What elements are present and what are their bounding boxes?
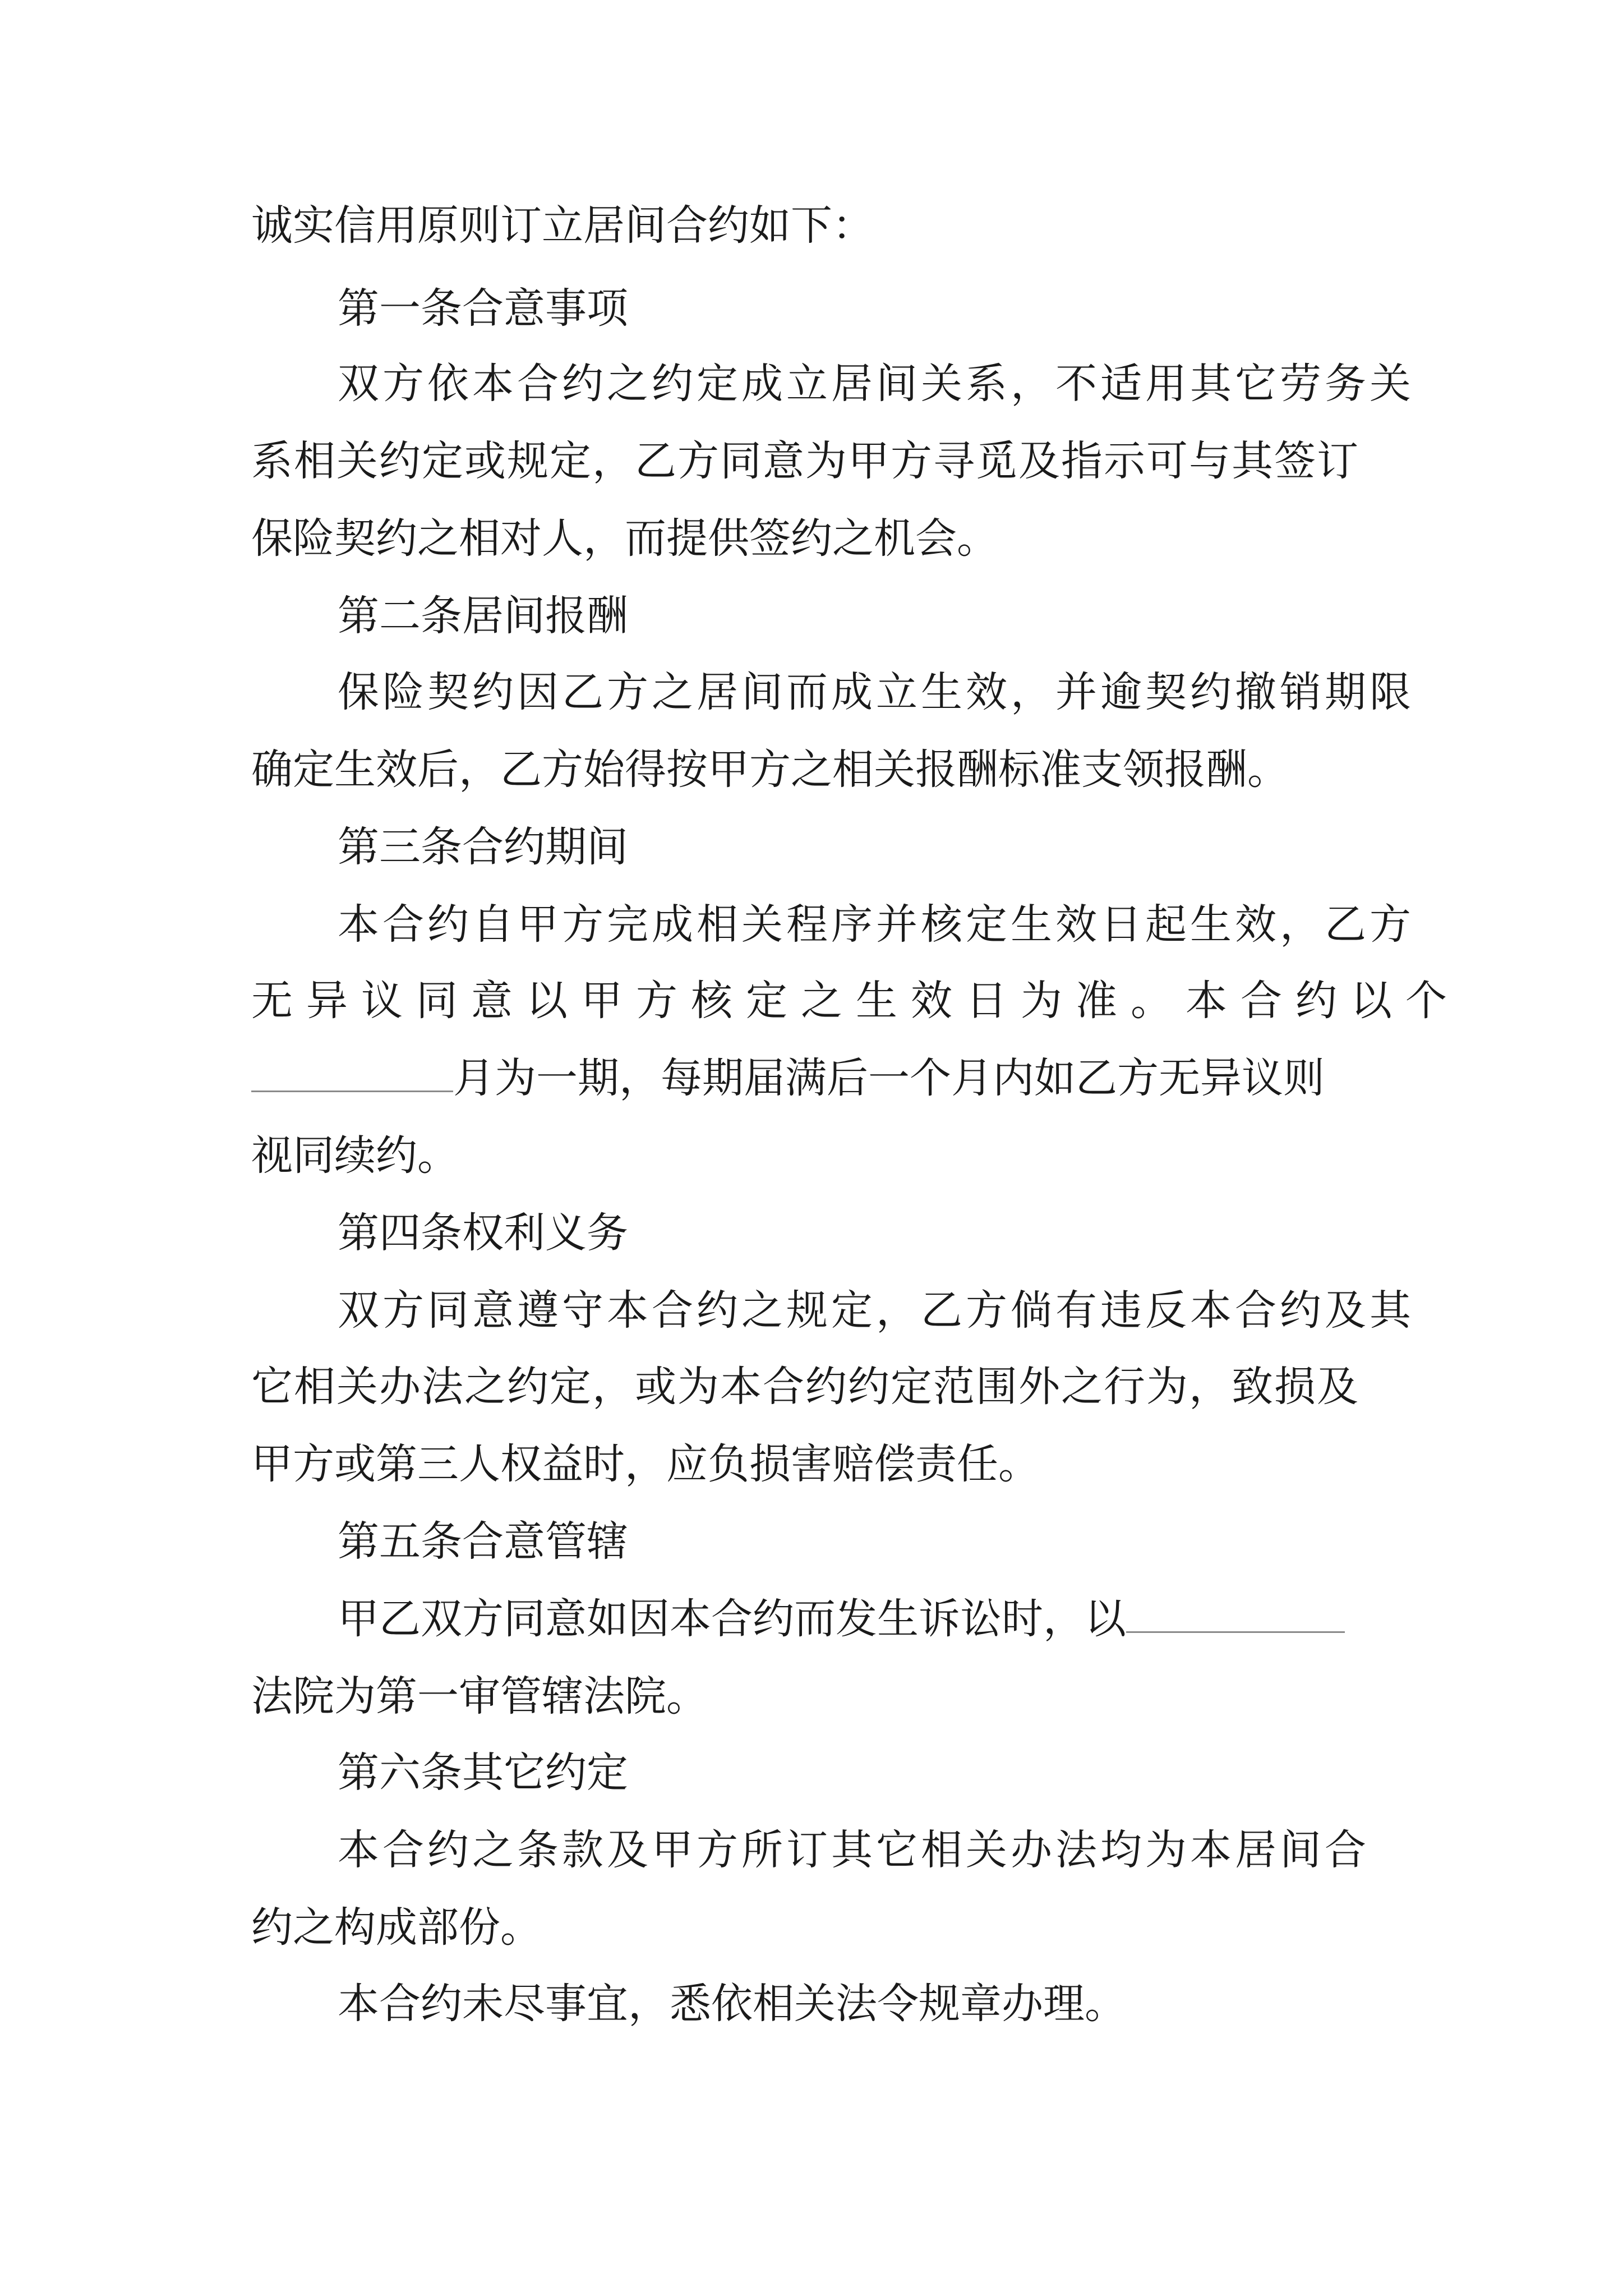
- article5-heading: 第五条合意管辖: [338, 1517, 628, 1566]
- article5-line1-text: 甲乙双方同意如因本合约而发生诉讼时，以: [338, 1595, 1126, 1643]
- fill-in-blank-months[interactable]: [251, 1053, 453, 1092]
- closing-line: 本合约未尽事宜，悉依相关法令规章办理。: [338, 1980, 1126, 2028]
- article4-line3: 甲方或第三人权益时，应负损害赔偿责任。: [251, 1440, 1040, 1488]
- article3-line2: 无异议同意以甲方核定之生效日为准。本合约以个: [251, 977, 1460, 1025]
- article1-heading: 第一条合意事项: [338, 284, 628, 333]
- article4-line1: 双方同意遵守本合约之规定，乙方倘有违反本合约及其: [338, 1286, 1414, 1335]
- article4-line2: 它相关办法之约定，或为本合约约定范围外之行为，致损及: [251, 1363, 1359, 1411]
- article1-line1: 双方依本合约之约定成立居间关系，不适用其它劳务关: [338, 360, 1414, 408]
- article6-line1: 本合约之条款及甲方所订其它相关办法均为本居间合: [338, 1826, 1370, 1874]
- article5-line2: 法院为第一审管辖法院。: [251, 1672, 708, 1720]
- article4-heading: 第四条权利义务: [338, 1209, 628, 1257]
- article1-line2: 系相关约定或规定，乙方同意为甲方寻觅及指示可与其签订: [251, 437, 1359, 485]
- article5-line1: [338, 1591, 1345, 1647]
- article3-line4: 视同续约。: [251, 1131, 459, 1180]
- article3-line1: 本合约自甲方完成相关程序并核定生效日起生效，乙方: [338, 900, 1414, 949]
- article2-heading: 第二条居间报酬: [338, 592, 628, 640]
- fill-in-blank-court[interactable]: [1126, 1594, 1345, 1633]
- article6-line2: 约之构成部份。: [251, 1903, 542, 1952]
- article3-line3-text: 月为一期，每期届满后一个月内如乙方无异议则: [453, 1054, 1325, 1102]
- article1-line3: 保险契约之相对人，而提供签约之机会。: [251, 514, 998, 563]
- article2-line1: 保险契约因乙方之居间而成立生效，并逾契约撤销期限: [338, 668, 1414, 716]
- article3-heading: 第三条合约期间: [338, 823, 628, 871]
- article3-line3: [251, 1050, 1325, 1106]
- intro-line: 诚实信用原则订立居间合约如下：: [251, 201, 874, 250]
- article2-line2: 确定生效后，乙方始得按甲方之相关报酬标准支领报酬。: [251, 746, 1289, 794]
- article6-heading: 第六条其它约定: [338, 1749, 628, 1797]
